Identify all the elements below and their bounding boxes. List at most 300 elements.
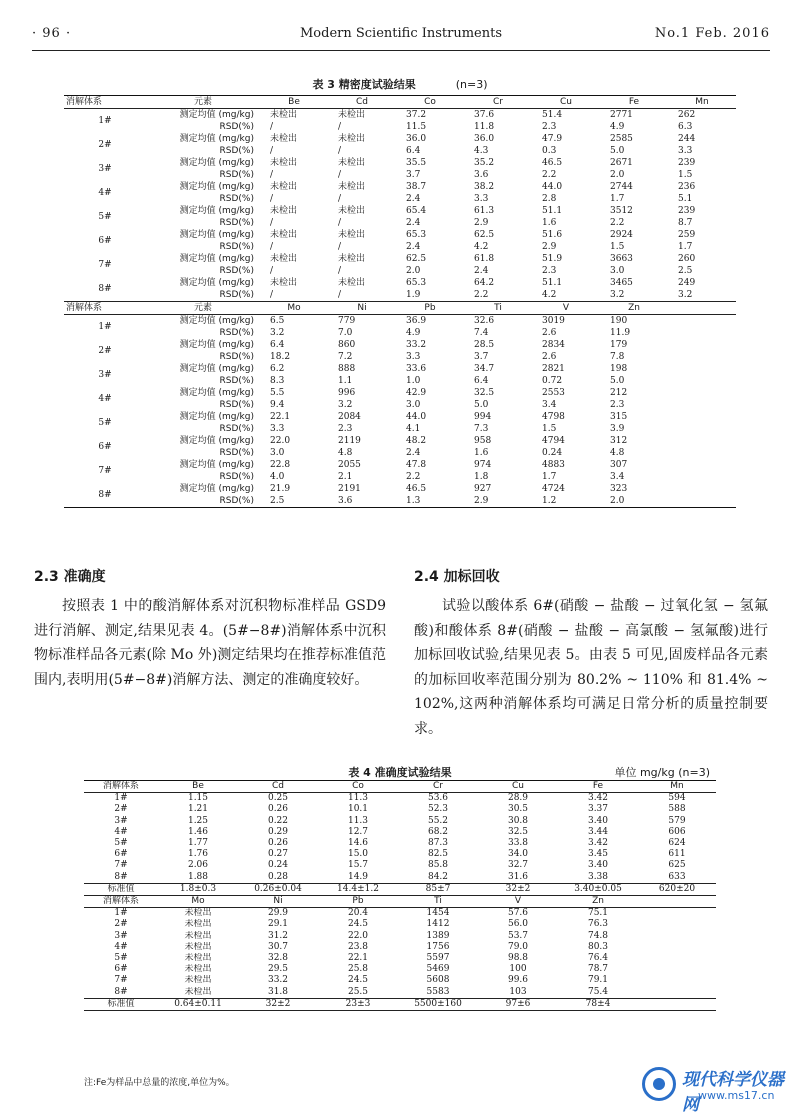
table3-cell: 6.5 — [270, 316, 285, 326]
table4-cell: 1.88 — [187, 871, 209, 882]
table3-cell: 6.4 — [406, 146, 421, 156]
table4-cell: 79.0 — [507, 941, 529, 952]
table3-cell: 3465 — [610, 278, 633, 288]
table3-mean-label: 测定均值 (mg/kg) — [179, 388, 254, 398]
table4-row — [84, 931, 716, 942]
table4-cell: 0.26 — [267, 804, 289, 815]
table3-cell: 4883 — [542, 460, 565, 470]
table3-cell: 22.0 — [270, 436, 291, 446]
page-header — [32, 26, 770, 46]
table3-mean-row — [64, 435, 736, 447]
table4-cell: 75.1 — [587, 908, 609, 919]
table3-rsd-row — [64, 217, 736, 229]
table4-cell: 33.2 — [267, 975, 289, 986]
table4-cell: 3.45 — [587, 849, 609, 860]
table3-cell: 5.0 — [610, 146, 625, 156]
table4-cell: 1# — [114, 908, 128, 919]
table3-mean-label: 测定均值 (mg/kg) — [179, 230, 254, 240]
table4-cell — [638, 931, 716, 942]
table4-cell: 75.4 — [587, 986, 609, 997]
table3-cell: 38.2 — [474, 182, 495, 192]
table4-cell: 1.21 — [187, 804, 209, 815]
table3-mean-label: 测定均值 (mg/kg) — [179, 134, 254, 144]
table4-cell: 25.5 — [347, 986, 369, 997]
table4-row — [84, 872, 716, 884]
table4-cell: 34.0 — [507, 849, 529, 860]
table4-row — [84, 827, 716, 838]
table3-cell: 62.5 — [474, 230, 495, 240]
table3-cell: 198 — [610, 364, 628, 374]
section-2-4-text: 试验以酸体系 6#(硝酸 − 盐酸 − 过氧化氢 − 氢氟酸)和酸体系 8#(硝酸 − 盐酸 − 高氯酸 − 氢氟酸)进行加标回收试验,结果见表 5。由表 5 可见,固废样品各元素的加标回收率范围分别为 80.2% ~ 110% 和 81.4% ~ 102%,这两种消解体系均可满足日常分析的质量控制要求。 — [414, 598, 768, 737]
table3-cell: 4.9 — [406, 328, 421, 338]
table4-cell: 0.26 — [267, 838, 289, 849]
table3-cell: 3.7 — [474, 352, 489, 362]
table3-cell: 8.7 — [678, 218, 693, 228]
table3-cell: 4798 — [542, 412, 565, 422]
table4-header-cell: Mn — [638, 781, 716, 793]
table3-cell: 3.3 — [406, 352, 421, 362]
table3-cell: / — [270, 218, 274, 228]
table4-standard-cell: 32±2 — [478, 883, 558, 895]
table3-cell: / — [270, 242, 274, 252]
table3-system-cell: 8# — [64, 483, 146, 508]
table4-row — [84, 860, 716, 871]
table3-rsd-row — [64, 447, 736, 459]
table4-cell: 611 — [668, 849, 686, 860]
table4-cell: 30.5 — [507, 804, 529, 815]
table3-cell: 34.7 — [474, 364, 495, 374]
table3-cell: 33.6 — [406, 364, 427, 374]
table3-cell: 2.0 — [406, 266, 421, 276]
table3-cell: / — [338, 242, 342, 252]
table3-cell: 48.2 — [406, 436, 427, 446]
table3-cell: 5.1 — [678, 194, 693, 204]
table4-header-cell: Co — [318, 781, 398, 793]
table3-cell: 4794 — [542, 436, 565, 446]
table3-cell: 5.5 — [270, 388, 285, 398]
table4-cell: 53.6 — [427, 793, 449, 804]
table3-cell: 3.0 — [610, 266, 625, 276]
table4-row — [84, 919, 716, 930]
table4-cell: 0.27 — [267, 849, 289, 860]
table3-cell: 3.0 — [406, 400, 421, 410]
table4-cell: 1# — [114, 793, 128, 804]
table3-system-cell: 8# — [98, 284, 112, 294]
section-2-3-text: 按照表 1 中的酸消解体系对沉积物标准样品 GSD9 进行消解、测定,结果见表 4。(5#−8#)消解体系中沉积物标准样品各元素(除 Mo 外)测定结果均在推荐标准值范围内,表明用(5#−8#)消解方法、测定的准确度较好。 — [34, 598, 386, 688]
table3-cell: 2.3 — [610, 400, 625, 410]
table3-cell: 262 — [678, 110, 696, 120]
table4-header-cell: Ti — [398, 896, 478, 908]
table3-mean-label: 测定均值 (mg/kg) — [179, 484, 254, 494]
table3-mean-row — [64, 387, 736, 399]
table4-cell: 1389 — [426, 930, 450, 941]
table3-header-cell: Zn — [600, 302, 668, 315]
table3-cell: 1.6 — [542, 218, 557, 228]
table3-mean-row — [64, 363, 736, 375]
table3-cell: 51.6 — [542, 230, 563, 240]
table3-cell: 190 — [610, 316, 628, 326]
table3-cell: 2.3 — [542, 266, 557, 276]
table3-cell: 42.9 — [406, 388, 427, 398]
table4-header-cell: V — [478, 896, 558, 908]
table3-cell: 51.1 — [542, 206, 563, 216]
table3-cell: 61.3 — [474, 206, 495, 216]
table3-mean-row — [64, 229, 736, 241]
table3-system-cell: 7# — [98, 260, 112, 270]
table4-cell: 未检出 — [184, 930, 212, 941]
table3-mean-row — [64, 339, 736, 351]
table4-cell: 28.9 — [507, 793, 529, 804]
table4-cell: 98.8 — [507, 953, 529, 964]
table4-cell: 31.8 — [267, 986, 289, 997]
table3-cell — [668, 459, 736, 471]
table4-standard-cell: 23±3 — [318, 998, 398, 1010]
table3-cell: 888 — [338, 364, 356, 374]
table3-cell: 46.5 — [542, 158, 563, 168]
table3-cell: 1.3 — [396, 495, 464, 508]
table3-cell — [668, 399, 736, 411]
table3-cell: 260 — [678, 254, 696, 264]
table3-rsd-label: RSD(%) — [219, 424, 254, 434]
table3-cell: 3.0 — [270, 448, 285, 458]
table4-cell: 0.22 — [267, 815, 289, 826]
table3-cell: / — [338, 290, 342, 300]
table3-cell: / — [270, 146, 274, 156]
journal-title: Modern Scientific Instruments — [299, 26, 503, 41]
table3-cell: 996 — [338, 388, 356, 398]
table4-row — [84, 804, 716, 815]
table4-cell: 1.76 — [187, 849, 209, 860]
table3-cell: 1.0 — [406, 376, 421, 386]
table3-cell: 33.2 — [406, 340, 427, 350]
watermark-site-name: 现代科学仪器网 — [682, 1070, 784, 1115]
table4-header-cell: Pb — [318, 896, 398, 908]
table3-mean-label: 测定均值 (mg/kg) — [179, 460, 254, 470]
table3-cell: 未检出 — [270, 134, 298, 144]
table4-cell: 79.1 — [587, 975, 609, 986]
table4-cell — [638, 964, 716, 975]
table3-cell: / — [338, 218, 342, 228]
table3-rsd-row — [64, 471, 736, 483]
page-number: · 96 · — [32, 26, 72, 41]
table3-rsd-row — [64, 145, 736, 157]
table4-cell — [638, 975, 716, 986]
table3-cell: 4.0 — [270, 472, 285, 482]
table3-cell: 未检出 — [270, 278, 298, 288]
table4-cell: 7# — [114, 975, 128, 986]
table3-title: 表 3 精密度试验结果 — [312, 78, 416, 91]
table4-cell: 0.28 — [267, 871, 289, 882]
table3-rsd-row — [64, 375, 736, 387]
table3-header-cell: Fe — [600, 96, 668, 109]
table3-cell: 2119 — [338, 436, 361, 446]
table3-precision — [64, 95, 736, 508]
table3-cell: 6.3 — [678, 122, 693, 132]
table4-standard-cell: 标准值 — [84, 998, 158, 1010]
site-watermark — [642, 1063, 792, 1115]
table3-cell: 2.2 — [542, 170, 557, 180]
table3-cell: 2191 — [338, 484, 361, 494]
table3-cell: / — [338, 194, 342, 204]
table4-cell: 33.8 — [507, 838, 529, 849]
table3-cell: 860 — [338, 340, 356, 350]
table3-cell: 11.9 — [610, 328, 631, 338]
table3-cell — [668, 495, 736, 508]
table4-standard-cell: 0.26±0.04 — [238, 883, 318, 895]
table3-cell: 5.0 — [474, 400, 489, 410]
table3-rsd-label: RSD(%) — [219, 328, 254, 338]
table4-standard-cell: 97±6 — [478, 998, 558, 1010]
table4-cell: 2# — [114, 804, 128, 815]
table3-system-cell: 1# — [98, 116, 112, 126]
table3-cell: 28.5 — [474, 340, 495, 350]
table4-header-cell: Ni — [238, 896, 318, 908]
table3-cell: 3.3 — [270, 424, 285, 434]
table3-cell: 未检出 — [270, 110, 298, 120]
table3-cell: 未检出 — [270, 206, 298, 216]
table3-cell: 2821 — [542, 364, 565, 374]
table3-system-cell: 1# — [98, 322, 112, 332]
table3-cell: 2.4 — [474, 266, 489, 276]
table3-cell: 3.2 — [678, 290, 693, 300]
table4-header-cell: Cr — [398, 781, 478, 793]
table4-cell: 3# — [114, 930, 128, 941]
table3-cell: 35.5 — [406, 158, 427, 168]
table4-cell: 25.8 — [347, 964, 369, 975]
table3-mean-label: 测定均值 (mg/kg) — [179, 254, 254, 264]
table4-cell: 未检出 — [184, 964, 212, 975]
table3-header-cell: Ni — [328, 302, 396, 315]
table3-rsd-label: RSD(%) — [219, 146, 254, 156]
table3-cell: 2.5 — [260, 495, 328, 508]
table3-cell: 35.2 — [474, 158, 495, 168]
table4-cell: 15.0 — [347, 849, 369, 860]
table4-header-cell: 消解体系 — [84, 896, 158, 908]
table3-mean-label: 测定均值 (mg/kg) — [179, 182, 254, 192]
table3-cell: 37.2 — [406, 110, 427, 120]
table4-header-cell: Zn — [558, 896, 638, 908]
table3-cell: 2.0 — [610, 170, 625, 180]
table3-cell: 3019 — [542, 316, 565, 326]
table4-cell — [638, 908, 716, 920]
table3-cell: 65.4 — [406, 206, 427, 216]
table4-row — [84, 975, 716, 986]
table3-mean-row — [64, 483, 736, 495]
table4-standard-cell: 5500±160 — [398, 998, 478, 1010]
table3-cell: 未检出 — [338, 134, 366, 144]
table4-standard-row — [84, 883, 716, 895]
table4-standard-cell: 14.4±1.2 — [318, 883, 398, 895]
table3-header-cell — [668, 302, 736, 315]
table3-cell: 36.9 — [406, 316, 427, 326]
table3-cell: 3.6 — [328, 495, 396, 508]
table4-cell: 53.7 — [507, 930, 529, 941]
table3-header-cell: Cd — [328, 96, 396, 109]
table3-cell: 未检出 — [338, 254, 366, 264]
table4-cell: 3.42 — [587, 838, 609, 849]
table4-cell: 32.7 — [507, 860, 529, 871]
table3-mean-label: 测定均值 (mg/kg) — [179, 110, 254, 120]
table3-cell: 212 — [610, 388, 628, 398]
table3-cell — [668, 375, 736, 387]
table3-cell — [668, 363, 736, 375]
table3-cell: 1.1 — [338, 376, 353, 386]
table3-cell: 3.7 — [406, 170, 421, 180]
table3-cell: 1.9 — [406, 290, 421, 300]
table3-mean-row — [64, 205, 736, 217]
table3-cell: 1.7 — [542, 472, 557, 482]
table4-cell: 579 — [668, 815, 686, 826]
table3-rsd-label: RSD(%) — [219, 448, 254, 458]
table4-cell: 76.3 — [587, 919, 609, 930]
table3-cell: 36.0 — [474, 134, 495, 144]
table3-cell: 2.2 — [610, 218, 625, 228]
section-2-3-heading: 2.3 准确度 — [34, 569, 106, 585]
table3-cell: 6.4 — [474, 376, 489, 386]
table3-cell: 779 — [338, 316, 356, 326]
table4-cell: 15.7 — [347, 860, 369, 871]
table3-rsd-row — [64, 265, 736, 277]
table4-cell: 625 — [668, 860, 686, 871]
table3-header-cell: 消解体系 — [64, 96, 146, 109]
table3-cell: 3.2 — [338, 400, 353, 410]
table4-cell: 1412 — [426, 919, 450, 930]
table4-cell: 30.7 — [267, 941, 289, 952]
table4-row — [84, 793, 716, 805]
table3-rsd-row — [64, 351, 736, 363]
table3-rsd-row — [64, 121, 736, 133]
table3-mean-label: 测定均值 (mg/kg) — [179, 436, 254, 446]
table3-cell: 37.6 — [474, 110, 495, 120]
table3-header-cell: V — [532, 302, 600, 315]
table4-cell: 未检出 — [184, 908, 212, 919]
table3-cell: 236 — [678, 182, 696, 192]
table4-header-cell: Mo — [158, 896, 238, 908]
table3-cell: 64.2 — [474, 278, 495, 288]
table3-cell: 32.5 — [474, 388, 495, 398]
table4-standard-cell: 32±2 — [238, 998, 318, 1010]
table3-cell: / — [270, 266, 274, 276]
table3-cell: 239 — [678, 206, 696, 216]
table3-cell: 61.8 — [474, 254, 495, 264]
header-rule — [32, 50, 770, 51]
table3-cell: 32.6 — [474, 316, 495, 326]
table3-cell: 51.1 — [542, 278, 563, 288]
table4-standard-cell: 620±20 — [638, 883, 716, 895]
table3-cell: 323 — [610, 484, 628, 494]
table3-cell: 0.72 — [542, 376, 563, 386]
table3-cell: 927 — [474, 484, 492, 494]
table4-cell: 1756 — [426, 941, 450, 952]
table3-cell: 3.3 — [474, 194, 489, 204]
table3-cell: / — [270, 122, 274, 132]
table4-cell: 0.25 — [267, 793, 289, 804]
table3-cell: 1.5 — [610, 242, 625, 252]
table4-cell: 78.7 — [587, 964, 609, 975]
table3-cell: 1.2 — [532, 495, 600, 508]
table3-cell: 4.1 — [406, 424, 421, 434]
table4-cell: 未检出 — [184, 953, 212, 964]
table3-rsd-label: RSD(%) — [219, 376, 254, 386]
table4-cell: 32.8 — [267, 953, 289, 964]
table3-cell: 未检出 — [270, 182, 298, 192]
table4-cell: 52.3 — [427, 804, 449, 815]
table4-cell: 3.42 — [587, 793, 609, 804]
table3-rsd-label: RSD(%) — [219, 122, 254, 132]
table3-cell: 未检出 — [338, 230, 366, 240]
table3-cell: 3.2 — [270, 328, 285, 338]
table4-cell: 24.5 — [347, 919, 369, 930]
table3-cell: 239 — [678, 158, 696, 168]
table3-cell: 36.0 — [406, 134, 427, 144]
table3-cell: 1.7 — [678, 242, 693, 252]
table3-cell: 2.4 — [406, 218, 421, 228]
table3-cell: 2.3 — [338, 424, 353, 434]
table4-cell: 2# — [114, 919, 128, 930]
table4-cell: 7# — [114, 860, 128, 871]
table3-system-cell: 6# — [98, 236, 112, 246]
table4-cell: 未检出 — [184, 975, 212, 986]
table3-cell: 6.4 — [270, 340, 285, 350]
table3-cell: 未检出 — [270, 230, 298, 240]
table3-cell: 22.1 — [270, 412, 291, 422]
table3-cell — [668, 327, 736, 339]
table3-cell: 3.6 — [474, 170, 489, 180]
table3-cell: 2.2 — [406, 472, 421, 482]
table3-cell: 3.3 — [678, 146, 693, 156]
table4-header-cell: Cd — [238, 781, 318, 793]
table3-cell: 1.7 — [610, 194, 625, 204]
table4-cell: 14.9 — [347, 871, 369, 882]
table4-cell: 3.44 — [587, 826, 609, 837]
table3-rsd-row — [64, 289, 736, 302]
table3-cell: 7.8 — [610, 352, 625, 362]
table4-cell: 56.0 — [507, 919, 529, 930]
table3-header-cell: Cr — [464, 96, 532, 109]
table4-standard-cell — [638, 998, 716, 1010]
table3-mean-row — [64, 181, 736, 193]
table4-cell: 85.8 — [427, 860, 449, 871]
table3-rsd-label: RSD(%) — [146, 495, 260, 508]
table3-header-cell: 元素 — [146, 96, 260, 109]
table4-standard-cell: 78±4 — [558, 998, 638, 1010]
table3-cell: 未检出 — [338, 206, 366, 216]
table3-mean-row — [64, 459, 736, 471]
table3-cell: 2585 — [610, 134, 633, 144]
table4-cell: 11.3 — [347, 815, 369, 826]
table3-cell: 3512 — [610, 206, 633, 216]
table4-cell: 55.2 — [427, 815, 449, 826]
table4-cell: 588 — [668, 804, 686, 815]
table4-cell: 1454 — [426, 908, 450, 919]
table3-cell: 2671 — [610, 158, 633, 168]
table3-cell: 307 — [610, 460, 628, 470]
table3-cell: 3.9 — [610, 424, 625, 434]
table4-cell: 2.06 — [187, 860, 209, 871]
table4-cell: 1.15 — [187, 793, 209, 804]
table4-header-cell: Fe — [558, 781, 638, 793]
table3-system-cell: 3# — [98, 370, 112, 380]
table4-standard-cell: 3.40±0.05 — [558, 883, 638, 895]
table3-cell: 974 — [474, 460, 492, 470]
table4-header-row — [84, 781, 716, 793]
table3-cell: 244 — [678, 134, 696, 144]
table3-cell — [668, 447, 736, 459]
table4-cell: 5583 — [426, 986, 450, 997]
table3-cell: 259 — [678, 230, 696, 240]
table3-system-cell: 5# — [98, 418, 112, 428]
table4-note: 注:Fe为样品中总量的浓度,单位为%。 — [84, 1078, 235, 1088]
